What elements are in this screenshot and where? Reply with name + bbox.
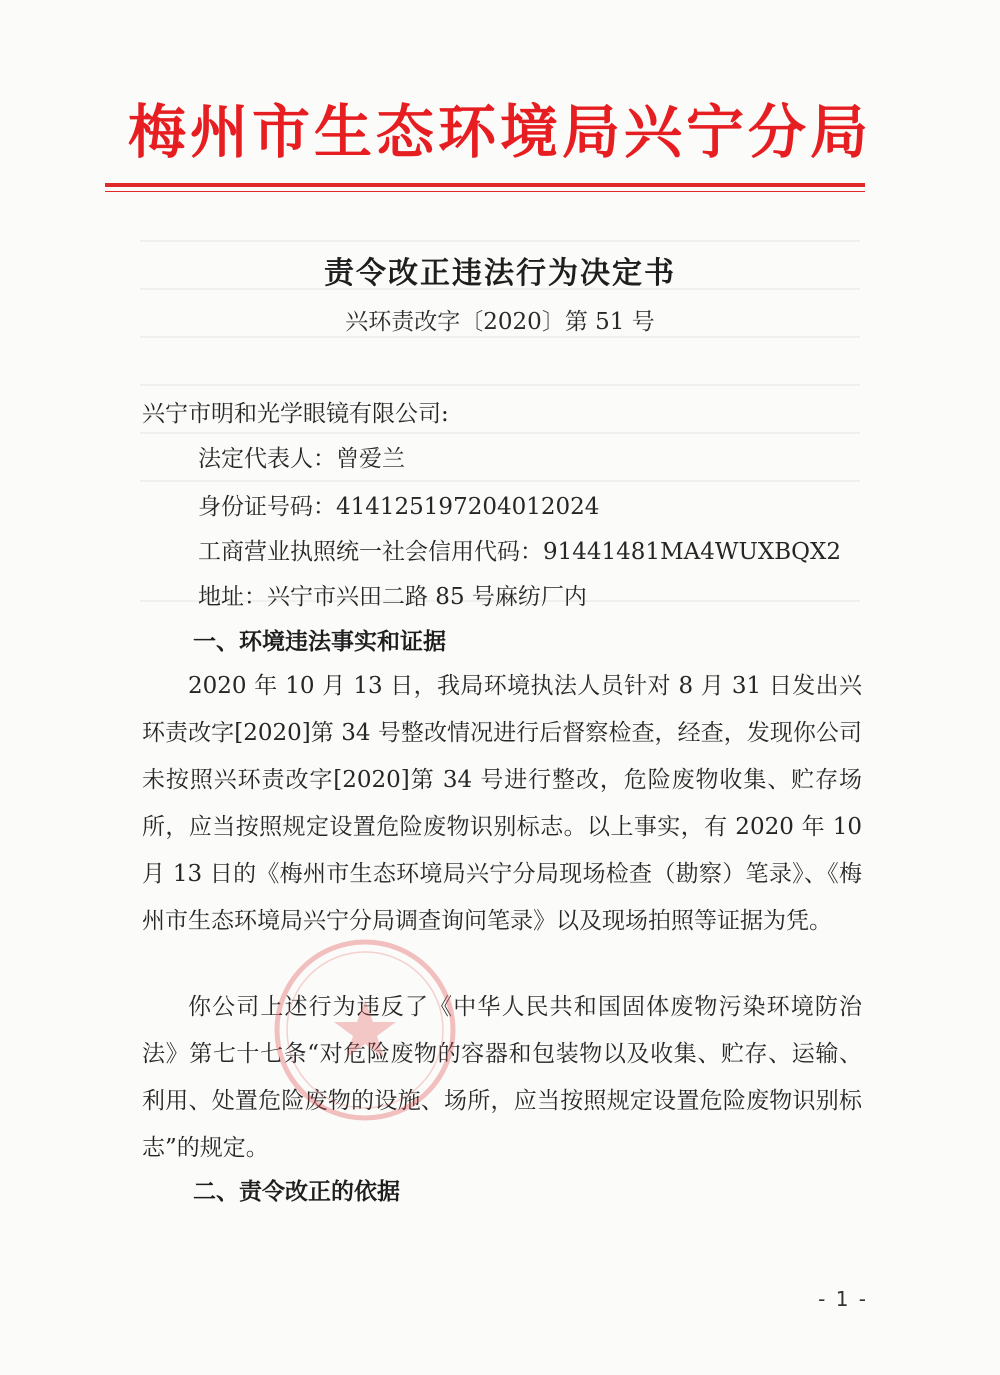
- section-heading-basis: 二、责令改正的依据: [193, 1179, 400, 1205]
- bleed-through-line: [140, 432, 860, 434]
- document-title: 责令改正违法行为决定书: [324, 256, 676, 291]
- agency-header: 梅州市生态环境局兴宁分局: [127, 98, 872, 166]
- facts-paragraph: 2020 年 10 月 13 日，我局环境执法人员针对 8 月 31 日发出兴环责改字[2020]第 34 号整改情况进行后督察检查，经查，发现你公司未按照兴环责改字[2020]第 34 号进行整改，危险废物收集、贮存场所，应当按照规定设置危险废物识别标志。以上事实，有 2020 年 10 月 13 日的《梅州市生态环境局兴宁分局现场检查（勘察）笔录》、《梅州市生态环境局兴宁分局调查询问笔录》以及现场拍照等证据为凭。: [142, 673, 862, 934]
- bleed-through-line: [140, 240, 860, 242]
- id-number: 身份证号码：414125197204012024: [198, 494, 600, 520]
- page-number: - 1 -: [818, 1287, 868, 1311]
- section-heading-facts: 一、环境违法事实和证据: [193, 629, 446, 655]
- header-divider-thin: [105, 191, 865, 192]
- bleed-through-line: [140, 384, 860, 386]
- bleed-through-line: [140, 336, 860, 338]
- document-number: 兴环责改字〔2020〕第 51 号: [345, 309, 655, 335]
- legal-representative: 法定代表人：曾爱兰: [198, 446, 405, 472]
- violation-paragraph: 你公司上述行为违反了《中华人民共和国固体废物污染环境防治法》第七十七条“对危险废物的容器和包装物以及收集、贮存、运输、利用、处置危险废物的设施、场所，应当按照规定设置危险废物识别标志”的规定。: [142, 994, 862, 1161]
- bleed-through-line: [140, 480, 860, 482]
- address: 地址：兴宁市兴田二路 85 号麻纺厂内: [198, 584, 587, 610]
- recipient: 兴宁市明和光学眼镜有限公司:: [142, 401, 449, 427]
- official-seal-icon: [265, 930, 465, 1130]
- credit-code: 工商营业执照统一社会信用代码：91441481MA4WUXBQX2: [198, 539, 842, 565]
- header-divider-thick: [105, 183, 865, 187]
